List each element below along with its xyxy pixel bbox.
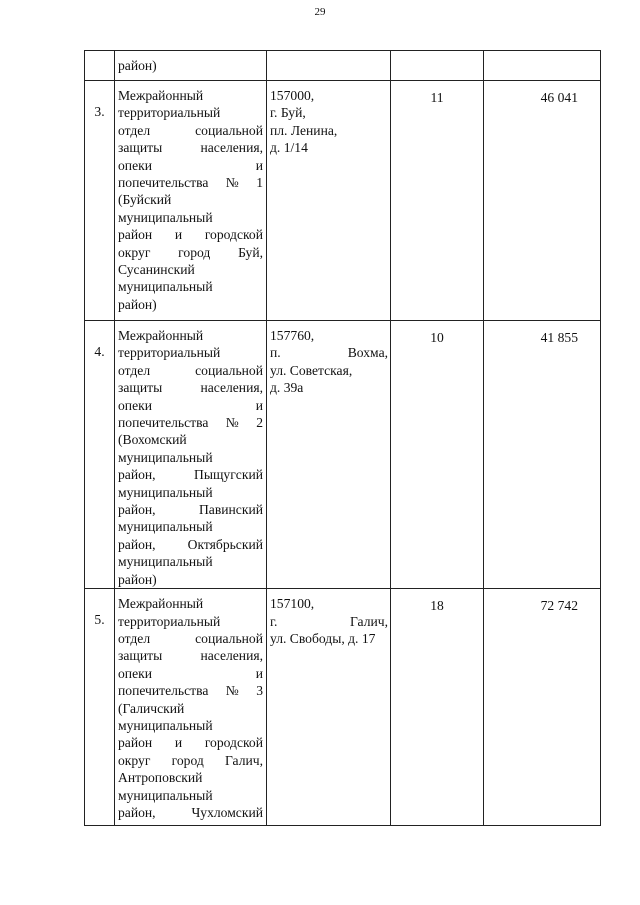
department-name-line: отдел социальной [118,122,263,138]
department-name-line: муниципальный [118,484,213,500]
amount-cell [484,321,601,589]
department-name-line: опеки и [118,397,263,413]
department-name-line: Межрайонный [118,328,204,343]
address-line: г. Буй, [270,105,306,121]
count-cell [391,321,484,589]
department-name-cell [115,51,267,81]
department-name-line: попечительства № 1 [118,175,263,191]
department-name-line: район, Октябрьский [118,536,263,552]
department-name-line: защиты населения, [118,648,263,664]
department-name-line: опеки и [118,157,263,173]
department-name-line: территориальный [118,105,221,121]
department-name-line: отдел социальной [118,630,263,646]
department-name-cell [115,321,267,589]
table-row [85,81,601,321]
address-line: 157100, [270,596,315,612]
department-name-line: район) [118,296,157,312]
department-name-line: отдел социальной [118,362,263,378]
amount-cell [484,51,601,81]
department-name-line: район, Пыщугский [118,467,263,483]
row-number: 4. [94,344,105,359]
page-number: 29 [314,6,326,18]
department-name-line: попечительства № 2 [118,415,263,431]
row-number: 3. [94,104,105,119]
department-name-cell [115,81,267,321]
department-name-line: район) [118,58,157,73]
department-name-line: попечительства № 3 [118,683,263,699]
registry-table-body [85,51,601,826]
address-line: ул. Свободы, д. 17 [270,630,376,646]
department-name-cell [115,589,267,826]
row-number-cell [85,321,115,589]
department-name-line: муниципальный [118,209,213,225]
address-line: д. 39а [270,380,304,396]
department-name-line: район и городской [118,227,263,243]
department-name-line: Межрайонный [118,596,204,612]
department-name-line: (Галичский [118,700,185,716]
department-name-line: муниципальный [118,519,213,535]
department-name-line: муниципальный [118,787,213,803]
amount-value: 72 742 [540,598,578,614]
department-name-line: Сусанинский [118,262,195,278]
address-line: д. 1/14 [270,140,308,156]
department-name-line: муниципальный [118,279,213,295]
address-cell [267,51,391,81]
department-name-line: муниципальный [118,717,213,733]
department-name-line: территориальный [118,613,221,629]
row-number-cell [85,589,115,826]
department-name-line: Межрайонный [118,88,204,103]
department-name-line: защиты населения, [118,140,263,156]
count-cell [391,589,484,826]
address-cell [267,81,391,321]
address-line: 157760, [270,328,315,343]
address-line: п. Вохма, [270,345,388,361]
amount-value: 46 041 [540,90,578,105]
address-line: 157000, [270,88,315,103]
department-name-line: муниципальный [118,449,213,465]
department-name-line: (Вохомский [118,432,187,448]
address-cell [267,321,391,589]
count-value: 10 [430,330,444,345]
registry-table [84,50,601,826]
table-row [85,589,601,826]
department-name-line: муниципальный [118,554,213,570]
count-cell [391,81,484,321]
count-value: 11 [430,90,444,105]
department-name-line: район, Павинский [118,502,263,518]
department-name-line: защиты населения, [118,380,263,396]
department-name-line: район и городской [118,735,263,751]
department-name-line: (Буйский [118,192,172,208]
department-name-line: округ город Галич, [118,752,263,768]
department-name-line: территориальный [118,345,221,361]
department-name-line: район) [118,571,157,587]
department-name-line: опеки и [118,665,263,681]
department-name-line: округ город Буй, [118,244,263,260]
row-number-cell [85,81,115,321]
address-line: ул. Советская, [270,362,353,378]
table-row [85,321,601,589]
address-line: г. Галич, [270,613,388,629]
department-name-line: район, Чухломский [118,804,263,820]
count-cell [391,51,484,81]
count-value: 18 [430,598,444,614]
table-row [85,51,601,81]
department-name-line: Антроповский [118,770,203,786]
amount-cell [484,589,601,826]
row-number-cell [85,51,115,81]
row-number: 5. [94,612,105,628]
address-line: пл. Ленина, [270,122,338,138]
amount-cell [484,81,601,321]
address-cell [267,589,391,826]
amount-value: 41 855 [540,330,578,345]
